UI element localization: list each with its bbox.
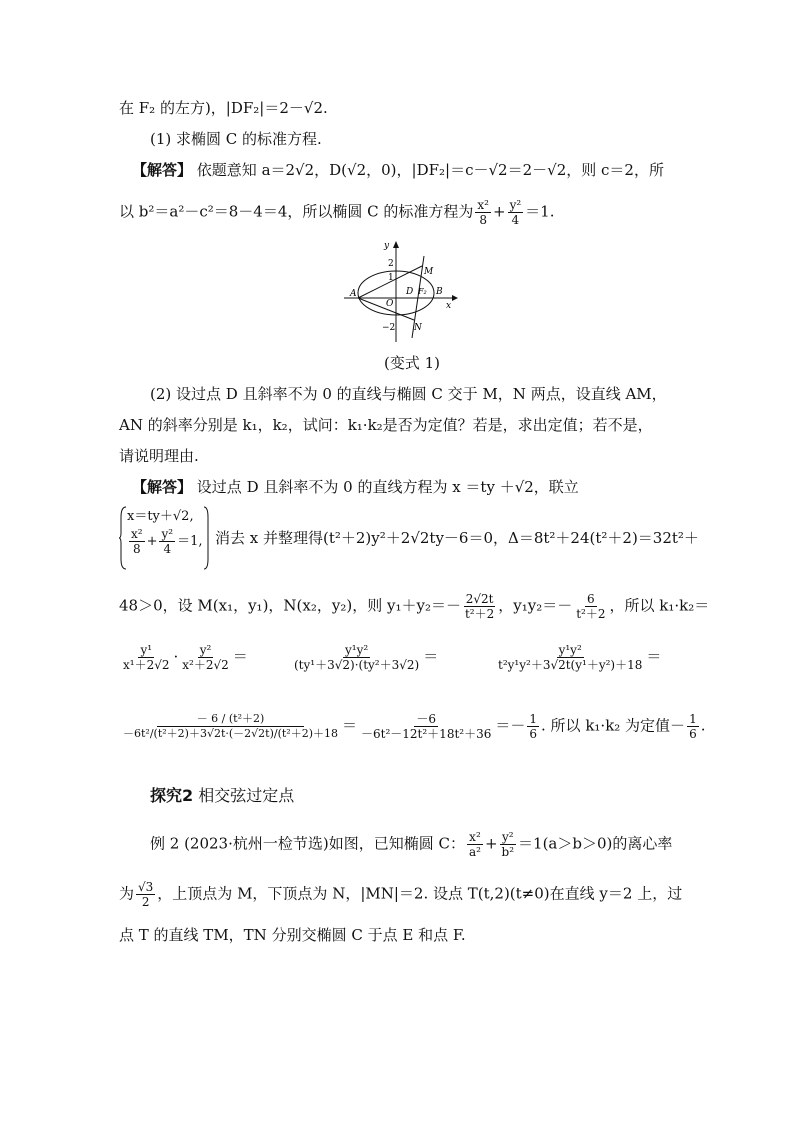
answer-2-ratio-3: $\frac{\text{y¹y²}}{\text{t²y¹y²＋3√2t(y¹＋y²)＋18}}$ ＝ [498, 643, 662, 672]
fig-label-b: B [436, 287, 443, 297]
answer-1-cont: 以 b²＝a²－c²＝8－4＝4，所以椭圆 C 的标准方程为 $\frac{\text{x²}}{8}$ + $\frac{\text{y²}}{4}$ ＝1. [119, 198, 555, 227]
fig-label-m: M [424, 267, 434, 277]
fig-label-a: A [350, 289, 357, 299]
answer-2-roots: 48＞0，设 M(x₁，y₁)，N(x₂，y₂)，则 y₁＋y₂＝－ $\frac{2√2t}{\text{t²＋2}}$ ，y₁y₂＝－ $\frac{6}{\text{t²＋2}}$ ，所以 k₁·k₂＝ [119, 592, 710, 621]
example-2-cont: 为 $\frac{√3}{2}$ ，上顶点为 M，下顶点为 N，|MN|＝2. 设点 T(t,2)(t≠0)在直线 y＝2 上，过 [119, 880, 683, 909]
fig-label-d: D [406, 287, 414, 297]
section-heading: 探究2 相交弦过定点 [150, 786, 295, 805]
frac-x2-8: $\frac{\text{x²}}{8}$ [477, 198, 489, 227]
answer-2: 【解答】 设过点 D 且斜率不为 0 的直线方程为 x ＝ty ＋√2，联立 [132, 478, 579, 496]
answer-2-ratio-1: $\frac{\text{y¹}}{\text{x¹＋2√2}}$ · $\frac{\text{y²}}{\text{x²＋2√2}}$ ＝ [123, 643, 248, 672]
answer-1: 【解答】 依题意知 a＝2√2，D(√2，0)，|DF₂|＝c－√2＝2－√2，则 c＝2，所 [132, 161, 664, 179]
fig-label-y: y [384, 241, 390, 251]
fig-label-o: O [386, 299, 394, 309]
question-2-end: 请说明理由. [119, 447, 199, 465]
figure-caption: (变式 1) [384, 354, 441, 372]
answer-2-eliminate: 消去 x 并整理得(t²＋2)y²＋2√2ty－6＝0，Δ＝8t²＋24(t²＋2)＝32t²＋ [215, 529, 699, 547]
fig-label-x: x [446, 301, 452, 311]
line-1: 在 F₂ 的左方)，|DF₂|＝2－√2. [119, 99, 328, 117]
frac-y2-4: $\frac{\text{y²}}{4}$ [509, 198, 522, 227]
fig-label-n: N [414, 323, 422, 333]
fig-label-1: 1 [388, 273, 394, 283]
section-badge: 探究2 [150, 786, 194, 805]
system-eq-1: x＝ty＋√2, [127, 509, 194, 524]
fig-label-f2: F₂ [418, 287, 427, 296]
equation-system [119, 505, 209, 571]
example-2-end: 点 T 的直线 TM，TN 分别交椭圆 C 于点 E 和点 F. [119, 926, 466, 944]
example-2: 例 2 (2023·杭州一检节选)如图，已知椭圆 C： $\frac{\text{x²}}{\text{a²}}$ + $\frac{\text{y²}}{\text{b²}}$ ＝1(a＞b＞0)的离心率 [150, 830, 673, 859]
fig-label-2: 2 [388, 259, 394, 269]
system-eq-2: $\frac{\text{x²}}{8}$ + $\frac{\text{y²}}{4}$ ＝1, [131, 527, 203, 556]
answer-2-final: $\frac{\text{－ 6 / (t²＋2)}}{\text{－6t²/(t²＋2)＋3√2t·(－2√2t)/(t²＋2)＋18}}$ ＝ $\frac{-6}{\text{－6t²－12t²＋18t²＋36}}$ ＝－ $\frac{1}{6}$ . 所以 k₁·k₂ 为定值－ $\frac{1}{6}$ . [123, 712, 706, 741]
fig-label-neg2: −2 [382, 323, 396, 333]
question-2-cont: AN 的斜率分别是 k₁，k₂，试问：k₁·k₂是否为定值？若是，求出定值；若不是， [119, 416, 653, 434]
answer-2-ratio-2: $\frac{\text{y¹y²}}{\text{(ty¹＋3√2)·(ty²＋3√2)}}$ ＝ [294, 643, 439, 672]
question-1: (1) 求椭圆 C 的标准方程. [150, 130, 322, 148]
ellipse-figure [334, 238, 460, 344]
question-2: (2) 设过点 D 且斜率不为 0 的直线与椭圆 C 交于 M，N 两点，设直线 AM， [150, 385, 667, 403]
